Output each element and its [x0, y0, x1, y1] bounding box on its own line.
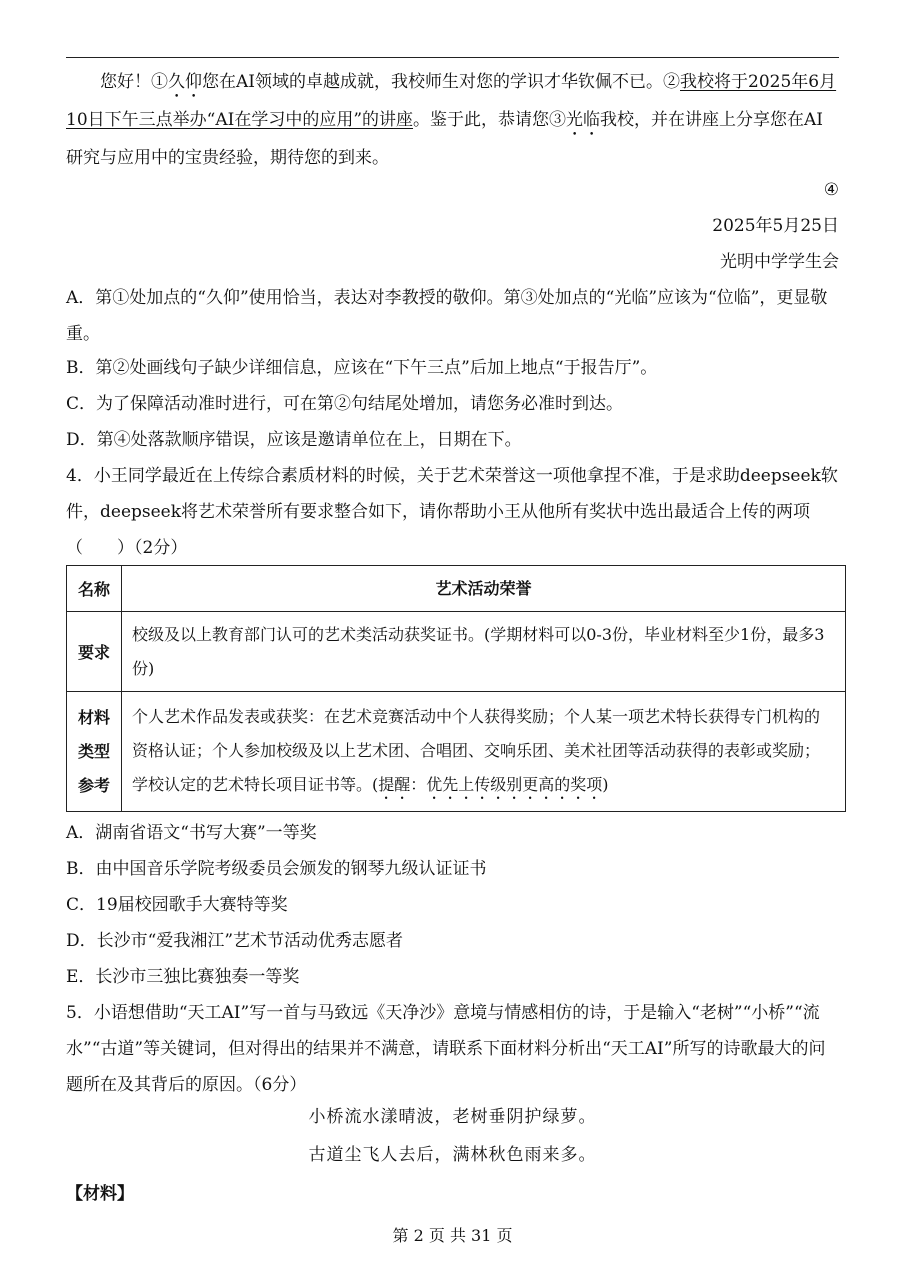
q3-option-d: D．第④处落款顺序错误，应该是邀请单位在上，日期在下。 — [66, 430, 522, 450]
poem-line-1: 小桥流水漾晴波，老树垂阴护绿萝。 — [308, 1107, 597, 1127]
letter-date: 2025年5月25日 — [712, 216, 839, 236]
letter-text: 我校，并在讲座上分享您在AI研究与应用中的宝贵经验，期待您的到来。 — [66, 110, 824, 168]
q3-option-c: C．为了保障活动准时进行，可在第②句结尾处增加，请您务必准时到达。 — [66, 394, 624, 414]
underlined-sentence: 我校将于2025年6月10日下午三点举办“AI在学习中的应用”的讲座 — [66, 72, 837, 130]
header-line: 参考 — [77, 775, 110, 795]
material-text: 个人艺术作品发表或获奖：在艺术竞赛活动中个人获得奖励；个人某一项艺术特长获得专门机构的资格认证；个人参加校级及以上艺术团、合唱团、交响乐团、美术社团等活动获得的表彰或奖励；学校认定的艺术特长项目证书等。( — [132, 707, 821, 794]
letter-body — [66, 64, 839, 176]
q4-option-d: D．长沙市“爱我湘江”艺术节活动优秀志愿者 — [66, 931, 404, 951]
table-material-type — [122, 692, 846, 812]
q4-stem: 4．小王同学最近在上传综合素质材料的时候，关于艺术荣誉这一项他拿捏不准，于是求助deepseek软件，deepseek将艺术荣誉所有要求整合如下，请你帮助小王从他所有奖状中选出最适合上传的两项（ ）（2分） — [66, 466, 838, 558]
q4-option-e: E．长沙市三独比赛独奏一等奖 — [66, 967, 300, 987]
table-title: 艺术活动荣誉 — [122, 566, 846, 612]
table-header-requirement: 要求 — [67, 612, 122, 692]
letter-signer: 光明中学学生会 — [720, 252, 839, 272]
letter-text: 。鉴于此，恭请您③ — [413, 110, 567, 130]
dotted-word-jiuyang: 久仰 — [168, 72, 202, 92]
table-header-name: 名称 — [67, 566, 122, 612]
header-line: 类型 — [77, 741, 110, 761]
q3-option-b: B．第②处画线句子缺少详细信息，应该在“下午三点”后加上地点“于报告厅”。 — [66, 358, 658, 378]
art-honor-table — [66, 565, 846, 812]
q3-option-a: A．第①处加点的“久仰”使用恰当，表达对李教授的敬仰。第③处加点的“光临”应该为“位临”，更显敬重。 — [66, 288, 828, 344]
dotted-word-guanglin: 光临 — [566, 110, 601, 130]
page-footer: 第 2 页 共 31 页 — [392, 1226, 513, 1245]
poem-line-2: 古道尘飞人去后，满林秋色雨来多。 — [308, 1145, 597, 1165]
letter-text: 您在AI领域的卓越成就，我校师生对您的学识才华钦佩不已。② — [202, 72, 680, 92]
letter-text: 您好！① — [100, 72, 168, 92]
mark-4: ④ — [823, 180, 839, 200]
q5-stem: 5．小语想借助“天工AI”写一首与马致远《天净沙》意境与情感相仿的诗，于是输入“老树”“小桥”“流水”“古道”等关键词，但对得出的结果并不满意，请联系下面材料分析出“天工AI”所写的诗歌最大的问题所在及其背后的原因。（6分） — [66, 1003, 826, 1095]
top-rule — [66, 57, 839, 58]
material-text-end: ) — [602, 775, 609, 794]
table-header-material-type — [67, 692, 122, 812]
q4-option-c: C．19届校园歌手大赛特等奖 — [66, 895, 288, 915]
material-label: 【材料】 — [66, 1184, 134, 1204]
table-requirement: 校级及以上教育部门认可的艺术类活动获奖证书。(学期材料可以0-3份，毕业材料至少1份，最多3份) — [122, 612, 846, 692]
q4-option-a: A．湖南省语文“书写大赛”一等奖 — [66, 823, 317, 843]
q4-option-b: B．由中国音乐学院考级委员会颁发的钢琴九级认证证书 — [66, 859, 487, 879]
header-line: 材料 — [77, 707, 110, 727]
dotted-reminder: 提醒：优先上传级别更高的奖项 — [378, 775, 603, 794]
